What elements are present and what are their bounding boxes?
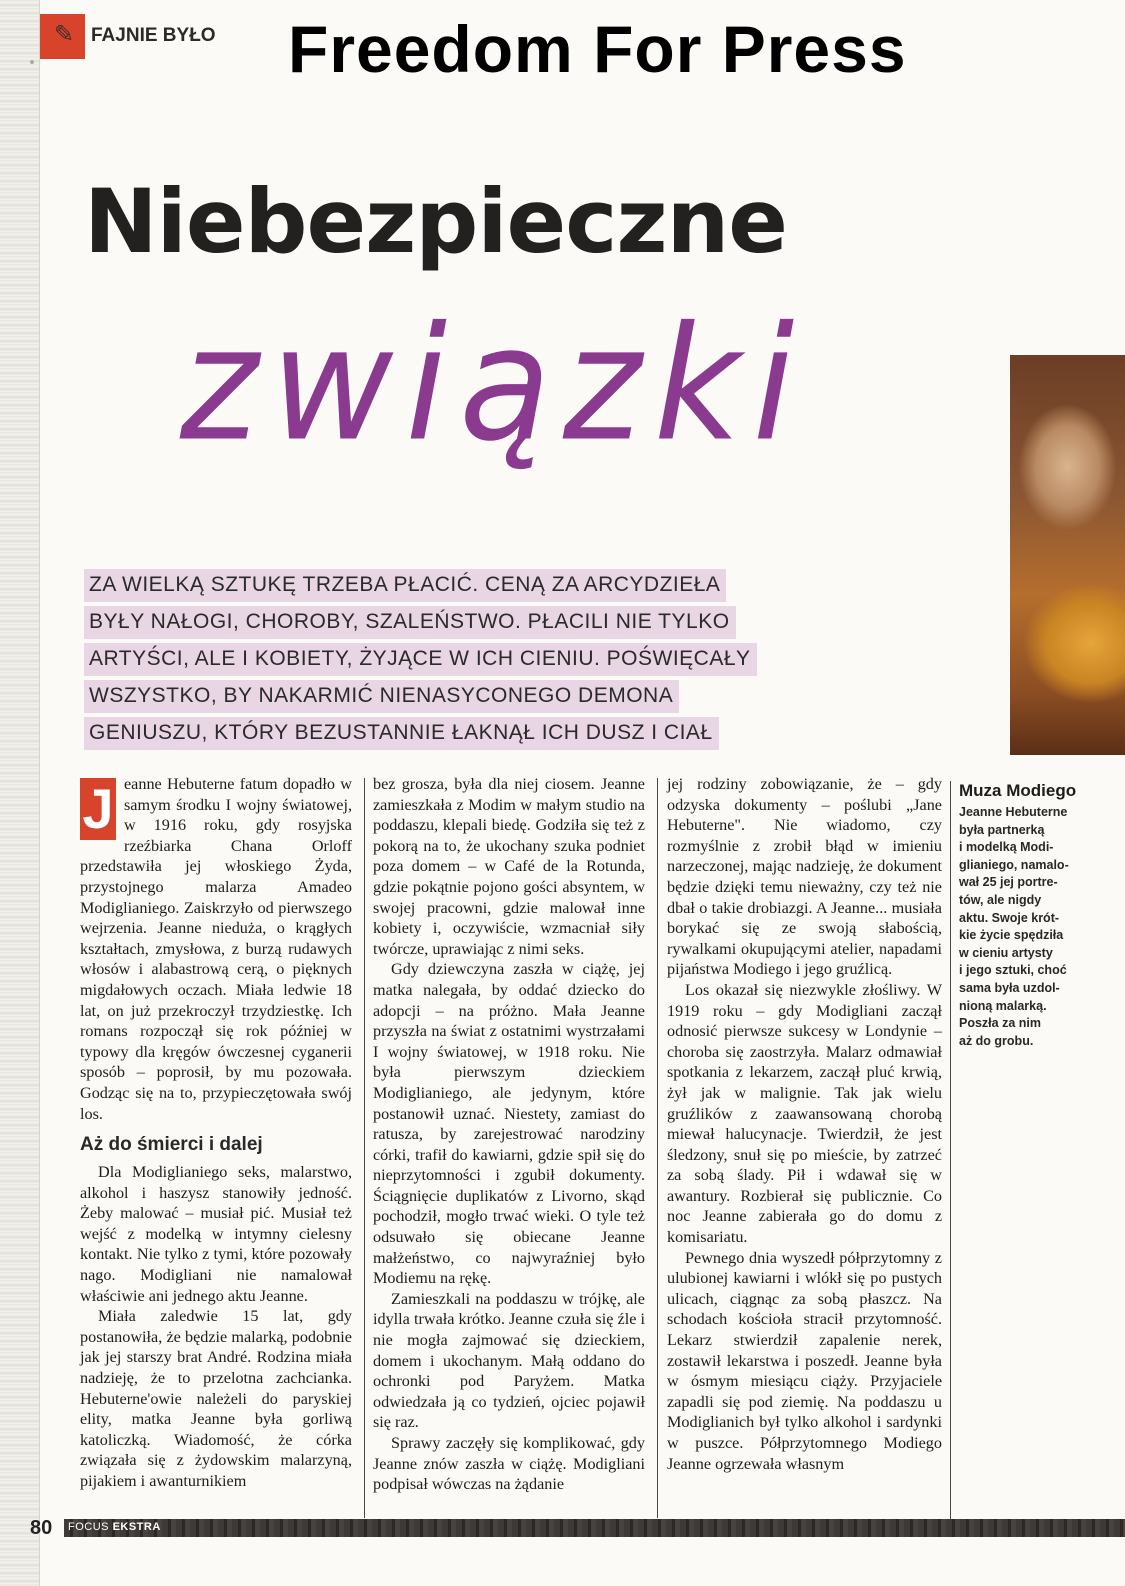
magazine-brand: [68, 1521, 161, 1535]
book-reader-icon: ✎: [54, 20, 75, 48]
article-paragraph: eanne Hebuterne fatum dopadło w samym środku I wojny światowej, w 1916 roku, gdy rosyjska rzeźbiarka Chana Orloff przedstawiła jej włoskiego Żyda, przystojnego malarza Amadeo Modiglianiego. Zaiskrzyło od pierwszego wejrzenia. Jeanne nieduża, o krągłych kształtach, zmysłowa, z burzą rudawych włosów i alabastrową cerą, o pięknych migdałowych oczach. Miała ledwie 18 lat, on już przekroczył trzydziestkę. Ich romans rozpoczął się rok później w typowy dla kręgów ówczesnej cyganerii sposób – poprosił, by mu pozowała. Godząc się na to, przypieczętowała swój los.: [80, 775, 352, 1123]
section-label: FAJNIE BYŁO: [91, 25, 216, 46]
lead-line: BYŁY NAŁOGI, CHOROBY, SZALEŃSTWO. PŁACILI NIE TYLKO: [84, 606, 736, 639]
article-title-line2: związki: [180, 293, 807, 477]
spine-mark: [30, 60, 34, 64]
lead-line: ZA WIELKĄ SZTUKĘ TRZEBA PŁACIĆ. CENĄ ZA ARCYDZIEŁA: [84, 569, 726, 602]
lead-line: GENIUSZU, KTÓRY BEZUSTANNIE ŁAKNĄŁ ICH DUSZ I CIAŁ: [84, 717, 719, 750]
sidebar-body: Jeanne Hebuterne była partnerką i modelką Modi- glianiego, namalo- wał 25 jej portre- tów, ale nigdy aktu. Swoje krót- kie życie spędziła w cieniu artysty i jego sztuki, choć sama była uzdol- nioną malarką. Poszła za nim aż do grobu.: [959, 805, 1069, 1048]
sidebar-caption: [959, 781, 1099, 1050]
column-divider: [657, 778, 658, 1518]
brand-suffix: EKSTRA: [112, 1521, 161, 1533]
lead-paragraph: [84, 569, 754, 754]
article-column-1: [80, 774, 352, 1492]
article-paragraph: jej rodziny zobowiązanie, że – gdy odzyska dokumenty – poślubi „Jane Hebuterne". Nie wiadomo, czy rozmyślnie z zrobił błąd w imieniu narzeczonej, mając nadzieję, że dokument będzie dzięki temu nieważny, czy też nie dbał o takie drobiazgi. A Jeanne... musiała borykać się ze swoją słabością, rywalkami okupującymi atelier, napadami pijaństwa Modiego i jego gruźlicą.: [667, 775, 942, 979]
article-paragraph: Sprawy zaczęły się komplikować, gdy Jeanne znów zaszła w ciążę. Modigliani podpisał wówczas na żądanie: [373, 1434, 645, 1494]
section-flag: [40, 14, 85, 59]
article-paragraph: Dla Modiglianiego seks, malarstwo, alkohol i haszysz stanowiły jedność. Żeby malować – musiał pić. Musiał też wejść z modelką w intymny cielesny kontakt. Nie tylko z tymi, które pozowały nago. Modigliani nie namalował właściwie ani jednego aktu Jeanne.: [80, 1163, 352, 1305]
article-subheading: Aż do śmierci i dalej: [80, 1134, 263, 1156]
article-paragraph: bez grosza, była dla niej ciosem. Jeanne zamieszkała z Modim w małym studio na poddaszu, klepali biedę. Godziła się też z pokorą na to, że ukochany szuka podniet poza domem – w Café de la Rotunda, gdzie pokątnie pojono gości absyntem, w swojej pracowni, gdzie malował inne kobiety i, oczywiście, wzmacniał siły twórcze, uprawiając z nimi seks.: [373, 775, 645, 958]
article-column-2: [373, 774, 645, 1495]
article-paragraph: Pewnego dnia wyszedł półprzytomny z ulubionej kawiarni i wlókł się po pustych ulicach, ciągnąc za sobą płaszcz. Na schodach kościoła stracił przytomność. Lekarz stwierdził zapalenie nerek, zostawił lekarstwa i poszedł. Jeanne była w ósmym miesiącu ciąży. Przyjaciele zapadli się pod ziemię. Na poddaszu u Modiglianich był tylko alkohol i sardynki w puszce. Półprzytomnego Modiego Jeanne ogrzewała własnym: [667, 1248, 942, 1473]
drop-cap: J: [80, 778, 116, 840]
page-number: 80: [30, 1517, 53, 1539]
article-paragraph: Gdy dziewczyna zaszła w ciążę, jej matka nalegała, by oddać dziecko do adopcji – na próżno. Mała Jeanne przyszła na świat z ostatnimi wystrzałami I wojny światowej, w 1918 roku. Nie była pierwszym dzieckiem Modiglianiego, ale jedynym, które postanowił uznać. Niestety, zamiast do ratusza, by zarejestrować narodziny córki, trafił do kawiarni, gdzie spił się do nieprzytomności i zgubił dokumenty. Ściągnięcie duplikatów z Livorno, skąd pochodził, mogło trwać wieki. O tyle też odsuwało się obiecane Jeanne małżeństwo, co najwyraźniej było Modiemu na rękę.: [373, 960, 645, 1288]
article-paragraph: Zamieszkali na poddaszu w trójkę, ale idylla trwała krótko. Jeanne czuła się źle i nie mogła zajmować się dzieckiem, domem i ukochanym. Małą oddano do ochronki pod Paryżem. Matka odwiedzała ją co tydzień, ojciec pojawił się raz.: [373, 1289, 645, 1432]
page-spine-edge: [0, 0, 40, 1586]
watermark-banner: Freedom For Press: [288, 12, 907, 86]
page-footer: [0, 1513, 1125, 1543]
footer-bar: [64, 1519, 1125, 1537]
lead-line: WSZYSTKO, BY NAKARMIĆ NIENASYCONEGO DEMONA: [84, 680, 679, 713]
sidebar-heading: Muza Modiego: [959, 781, 1077, 800]
article-title-line1: Niebezpieczne: [84, 170, 787, 273]
column-divider: [364, 778, 365, 1518]
article-column-3: [667, 774, 942, 1474]
lead-line: ARTYŚCI, ALE I KOBIETY, ŻYJĄCE W ICH CIENIU. POŚWIĘCAŁY: [84, 643, 757, 676]
sidebar-divider: [950, 781, 951, 1519]
brand-prefix: FOCUS: [68, 1521, 109, 1533]
article-paragraph: Miała zaledwie 15 lat, gdy postanowiła, że będzie malarką, podobnie jak jej starszy brat André. Rodzina miała nadzieję, że to przelotna zachcianka. Hebuterne'owie należeli do paryskiej elity, matka Jeanne była gorliwą katoliczką. Wiadomość, że córka związała się z żydowskim malarzyną, pijakiem i awanturnikiem: [80, 1307, 352, 1490]
article-paragraph: Los okazał się niezwykle złośliwy. W 1919 roku – gdy Modigliani zaczął odnosić pierwsze sukcesy w Londynie – choroba się zaostrzyła. Malarz odmawiał spotkania z lekarzem, zaczął pluć krwią, żył jak w malignie. Tak jak wielu gruźlików z zaawansowaną chorobą miewał halucynacje. Twierdził, że jest śledzony, snuł się po mieście, by zatrzeć za sobą ślady. Pił i wdawał się w awantury. Rozbierał się publicznie. Co noc Jeanne zabierała go do domu z komisariatu.: [667, 980, 942, 1247]
painting-photo: [1010, 355, 1125, 755]
